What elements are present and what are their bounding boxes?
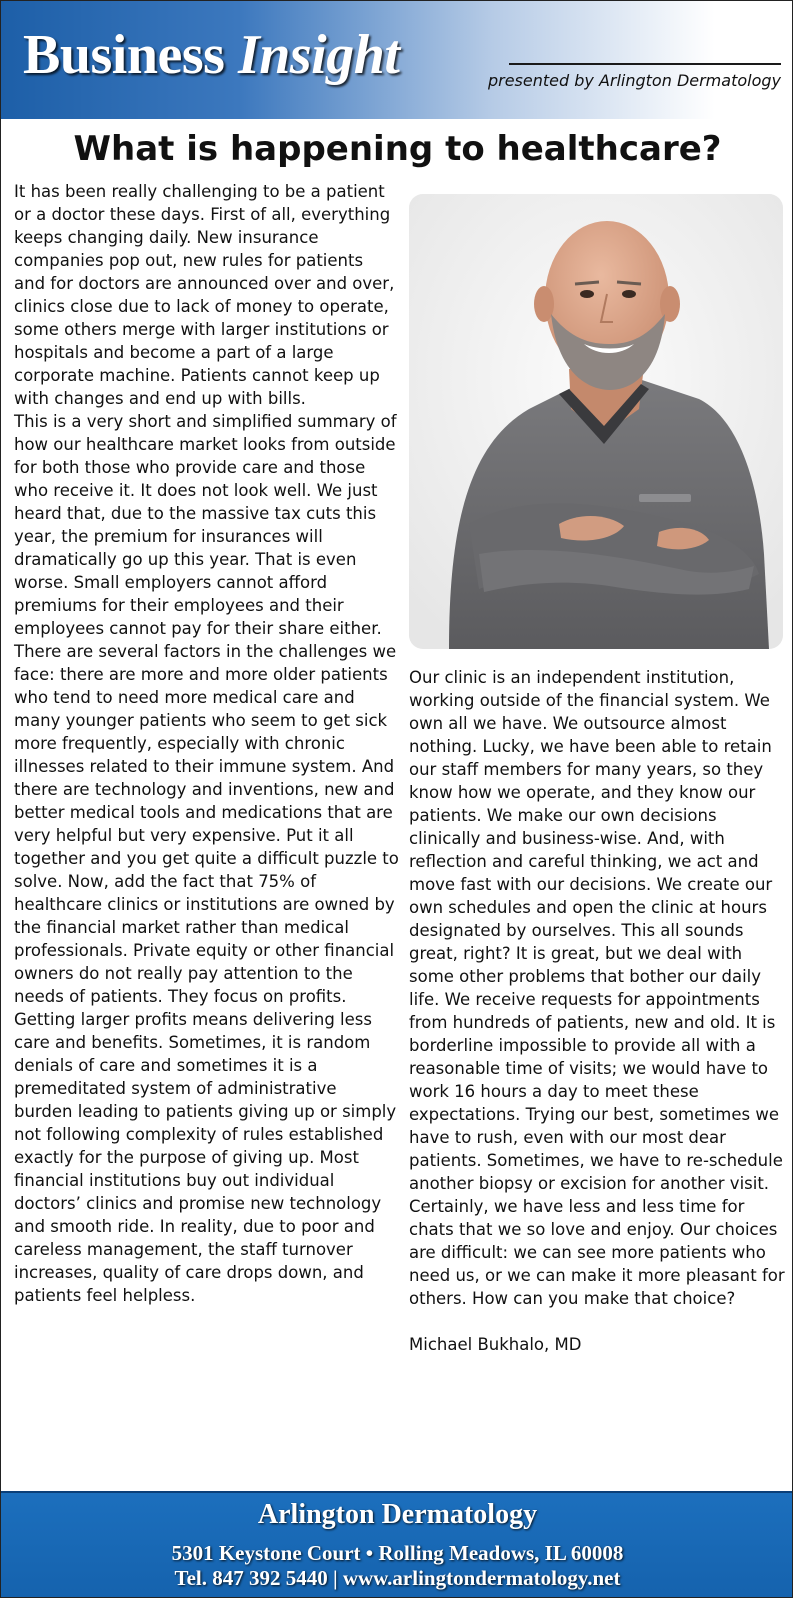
footer-banner <box>1 1491 793 1598</box>
header-banner <box>1 1 793 119</box>
header-rule <box>509 63 781 65</box>
presented-by: presented by Arlington Dermatology <box>487 71 781 90</box>
article-right-column <box>409 666 787 1356</box>
article-paragraph-2: This is a very short and simplified summary of how our healthcare market looks from outside for both those who provide care and those who receive it. It does not look well. We just heard that, due to the massive tax cuts this year, the premium for insurances will dramatically go up this year. That is even worse. Small employers cannot afford premiums for their employees and their employees cannot pay for their share either. <box>14 412 397 638</box>
article-paragraph-3: There are several factors in the challenges we face: there are more and more older patients who tend to need more medical care and many younger patients who seem to get sick more frequently, especially with chronic illnesses related to their immune system. And there are technology and inventions, new and better medical tools and medications that are very helpful but very expensive. Put it all together and you get quite a difficult puzzle to solve. Now, add the fact that 75% of healthcare clinics or institutions are owned by the financial market rather than medical professionals. Private equity or other financial owners do not really pay attention to the needs of patients. They focus on profits. Getting larger profits means delivering less care and benefits. Sometimes, it is random denials of care and sometimes it is a premeditated system of administrative burden leading to patients giving up or simply not following complexity of rules established exactly for the purpose of giving up. Most financial institutions buy out individual doctors’ clinics and promise new technology and smooth ride. In reality, due to poor and careless management, the staff turnover increases, quality of care drops down, and patients feel helpless. <box>14 642 399 1305</box>
doctor-photo <box>409 194 783 649</box>
brand-logo <box>23 23 399 87</box>
brand-regular: Business <box>23 24 225 86</box>
author-signature: Michael Bukhalo, MD <box>409 1335 582 1354</box>
footer-contact: Tel. 847 392 5440 | www.arlingtondermatology.net <box>174 1566 621 1590</box>
article-headline: What is happening to healthcare? <box>73 129 722 169</box>
footer-address: 5301 Keystone Court • Rolling Meadows, IL 60008 <box>171 1541 624 1565</box>
article-left-column <box>14 180 399 1307</box>
brand-italic: Insight <box>237 24 400 86</box>
footer-clinic-name: Arlington Dermatology <box>257 1499 538 1530</box>
article-paragraph-1: It has been really challenging to be a patient or a doctor these days. First of all, everything keeps changing daily. New insurance companies pop out, new rules for patients and for doctors are announced over and over, clinics close due to lack of money to operate, some others merge with larger institutions or hospitals and become a part of a large corporate machine. Patients cannot keep up with changes and end up with bills. <box>14 182 395 408</box>
article-paragraph-4: Our clinic is an independent institution, working outside of the financial system. We own all we have. We outsource almost nothing. Lucky, we have been able to retain our staff members for many years, so they know how we operate, and they know our patients. We make our own decisions clinically and business-wise. And, with reflection and careful thinking, we act and move fast with our decisions. We create our own schedules and open the clinic at hours designated by ourselves. This all sounds great, right? It is great, but we deal with some other problems that bother our daily life. We receive requests for appointments from hundreds of patients, new and old. It is borderline impossible to provide all with a reasonable time of visits; we would have to work 16 hours a day to meet these expectations. Trying our best, sometimes we have to rush, even with our most dear patients. Sometimes, we have to re-schedule another biopsy or excision for another visit. Certainly, we have less and less time for chats that we so love and enjoy. Our choices are difficult: we can see more patients who need us, or we can make it more pleasant for others. How can you make that choice? <box>409 668 785 1308</box>
